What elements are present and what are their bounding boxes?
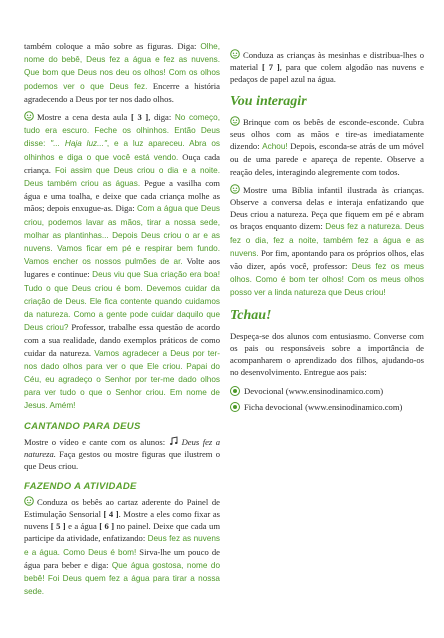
heading-tchau: Tchau! xyxy=(230,307,272,323)
paragraph-activity: Conduza os bebês ao cartaz aderente do Painel de Estimulação Sensorial [ 4 ]. Mostre a eles como fixar as nuvens [ 5 ] e a água [ 6 ] no painel. Deixe que cada um participe da atividade, enfatizando: Deus fez as nuvens e a água. Como Deus é bom! Sirva-lhe um pouco de água para beber e diga: Que água gostosa, nome do bebê! Foi Deus quem fez a água para tirar a nossa sede. xyxy=(24,496,221,597)
paragraph-scene: Mostre a cena desta aula [ 3 ], diga: No começo, tudo era escuro. Feche os olhinhos. Então Deus disse: "... Haja luz...", e a luz apareceu. Abra os olhinhos e diga o que você está vendo. Ouça cada criança. Foi assim que Deus criou o dia e a noite. Deus também criou as águas. Pegue a vasilha com água e uma toalha, e deixe que cada criança molhe as mãos; depois enxugue-as. Diga: Com a água que Deus criou, podemos lavar as mãos, tirar a nossa sede, molhar as plantinhas... Depois Deus criou o ar e as nuvens. Vamos ficar em pé e respirar bem fundo. Vamos encher os nossos pulmões de ar. Volte aos lugares e continue: Deus viu que Sua criação era boa! Tudo o que Deus criou é bom. Devemos cuidar da criação de Deus. Ele fica contente quando cuidamos da natureza. Como a gente pode cuidar daquilo que Deus criou? Professor, trabalhe essa questão de acordo com a sua realidade, dando exemplos práticos de como cuidar da natureza. Vamos agradecer a Deus por ter-nos dado olhos para ver o que Ele criou. Papai do Céu, eu agradeço o Senhor por ter-me dado olhos para ver tudo o que o Senhor criou. Em nome de Jesus. Amém! xyxy=(24,112,220,411)
baby-face-icon xyxy=(230,116,240,126)
list-item: Ficha devocional (www.ensinodinamico.com) xyxy=(230,401,424,413)
paragraph-story-end: também coloque a mão sobre as figuras. Diga: Olhe, nome do bebê, Deus fez a água e fez as nuvens. Que bom que Deus nos deu os olhos! Com os olhos podemos ver o que Deus fez. Encerre a história agradecendo a Deus por ter nos dado olhos. xyxy=(24,41,220,104)
heading-cantando: CANTANDO PARA DEUS xyxy=(24,420,141,432)
paragraph-bible: Mostre uma Bíblia infantil ilustrada às crianças. Observe a conversa delas e interaja enfatizando que Deus criou a natureza. Peça que fiquem em pé e abram os braços enquanto dizem: Deus fez a natureza. Deus fez o dia, fez a noite, também fez a água e as nuvens. Por fim, apontando para os próprios olhos, elas vão dizer, após você, professor: Deus fez os meus olhos. Como é bom ter olhos! Com os meus olhos posso ver a linda natureza que Deus criou! xyxy=(230,184,425,298)
heading-vou-interagir: Vou interagir xyxy=(230,93,307,109)
paragraph-material: Conduza as crianças às mesinhas e distribua-lhes o material [ 7 ], para que colem algodão nas nuvens e pedaços de papel azul na água. xyxy=(230,50,424,85)
music-note-icon xyxy=(169,436,179,446)
right-column xyxy=(230,49,424,417)
baby-face-icon xyxy=(230,184,240,194)
list-item: Devocional (www.ensinodinamico.com) xyxy=(230,385,424,397)
heading-atividade: FAZENDO A ATIVIDADE xyxy=(24,480,137,492)
baby-face-icon xyxy=(24,496,34,506)
baby-face-icon xyxy=(230,49,240,59)
circle-bullet-icon xyxy=(230,386,240,396)
circle-bullet-icon xyxy=(230,402,240,412)
paragraph-farewell: Despeça-se dos alunos com entusiasmo. Converse com os pais ou responsáveis sobre a importância de acompanharem o aprendizado dos filhos, ajudando-os no desenvolvimento. Entregue aos pais: xyxy=(230,330,424,378)
paragraph-song: Mostre o vídeo e cante com os alunos: Deus fez a natureza. Faça gestos ou mostre figuras que ilustrem o que Deus criou. xyxy=(24,436,220,472)
baby-face-icon xyxy=(24,111,34,121)
paragraph-peekaboo: Brinque com os bebês de esconde-esconde. Cubra seus olhos com as mãos e tire-as imediatamente dizendo: Achou! Depois, esconda-se atrás de um móvel ou de uma parede e apareça de repente. Observe a reação deles, interagindo alegremente com todos. xyxy=(230,116,424,177)
left-column xyxy=(24,40,220,604)
